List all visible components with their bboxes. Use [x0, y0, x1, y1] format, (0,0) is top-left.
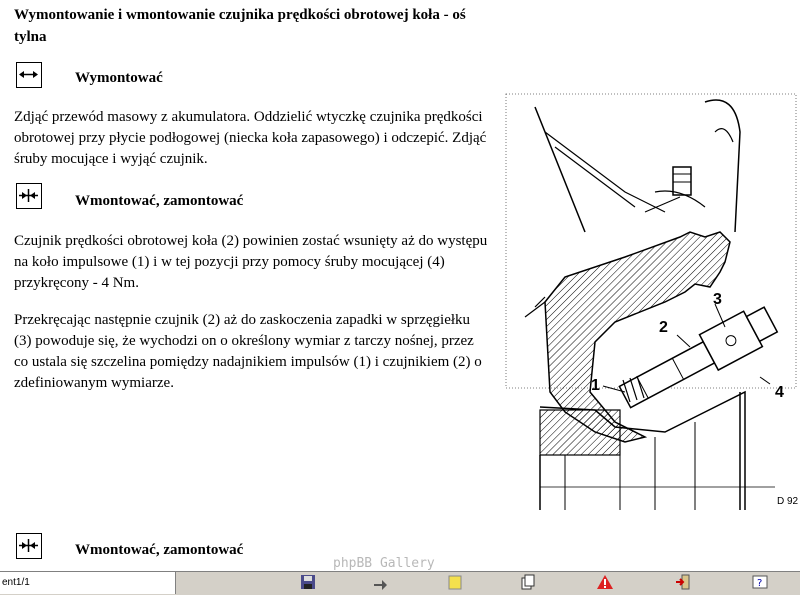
forward-icon[interactable] [372, 574, 392, 594]
save-icon[interactable] [300, 574, 320, 594]
arrows-out-icon [16, 62, 42, 88]
svg-text:?: ? [757, 578, 763, 589]
warning-icon[interactable] [596, 574, 616, 594]
paragraph-install-1: Czujnik prędkości obrotowej koła (2) powinien zostać wsunięty aż do występu na koło impulsowe (1) i w tej pozycji przy pomocy śruby mocującej (4) przykręcony - 4 Nm. [14, 233, 488, 291]
section-heading-install-2: Wmontować, zamontować [75, 542, 244, 558]
exit-icon[interactable] [675, 574, 695, 594]
arrows-in-icon [16, 183, 42, 209]
paragraph-remove: Zdjąć przewód masowy z akumulatora. Oddzielić wtyczkę czujnika prędkości obrotowej przy płycie podłogowej (niecka koła zapasowego) i odczepić. Zdjąć śruby mocujące i wyjąć czujnik. [14, 109, 487, 167]
help-icon[interactable] [752, 574, 772, 594]
page-title: Wymontowanie i wmontowanie czujnika prędkości obrotowej koła - oś tylna [14, 7, 466, 45]
section-heading-remove: Wymontować [75, 70, 163, 86]
sensor-diagram [505, 92, 800, 510]
diagram-label-4: 4 [775, 384, 784, 401]
arrows-in-icon [16, 533, 42, 559]
page-indicator: ent1/1 [0, 572, 176, 594]
diagram-label-2: 2 [659, 319, 668, 336]
paragraph-install-2: Przekręcając następnie czujnik (2) aż do zaskoczenia zapadki w sprzęgiełku (3) powoduje się, że wychodzi on o określony wymiar z tarczy nośnej, przez co ustala się szczelina pomiędzy nadajnikiem impulsów (1) i czujnikiem (2) o zdefiniowanym wymiarze. [14, 312, 482, 391]
diagram-code: D 92 [777, 496, 799, 507]
diagram-label-1: 1 [591, 377, 600, 394]
section-heading-install: Wmontować, zamontować [75, 193, 244, 209]
watermark-title: phpBB Gallery [333, 556, 435, 571]
note-icon[interactable] [447, 574, 467, 594]
copy-icon[interactable] [520, 574, 540, 594]
diagram-label-3: 3 [713, 291, 722, 308]
status-bar [0, 571, 800, 595]
